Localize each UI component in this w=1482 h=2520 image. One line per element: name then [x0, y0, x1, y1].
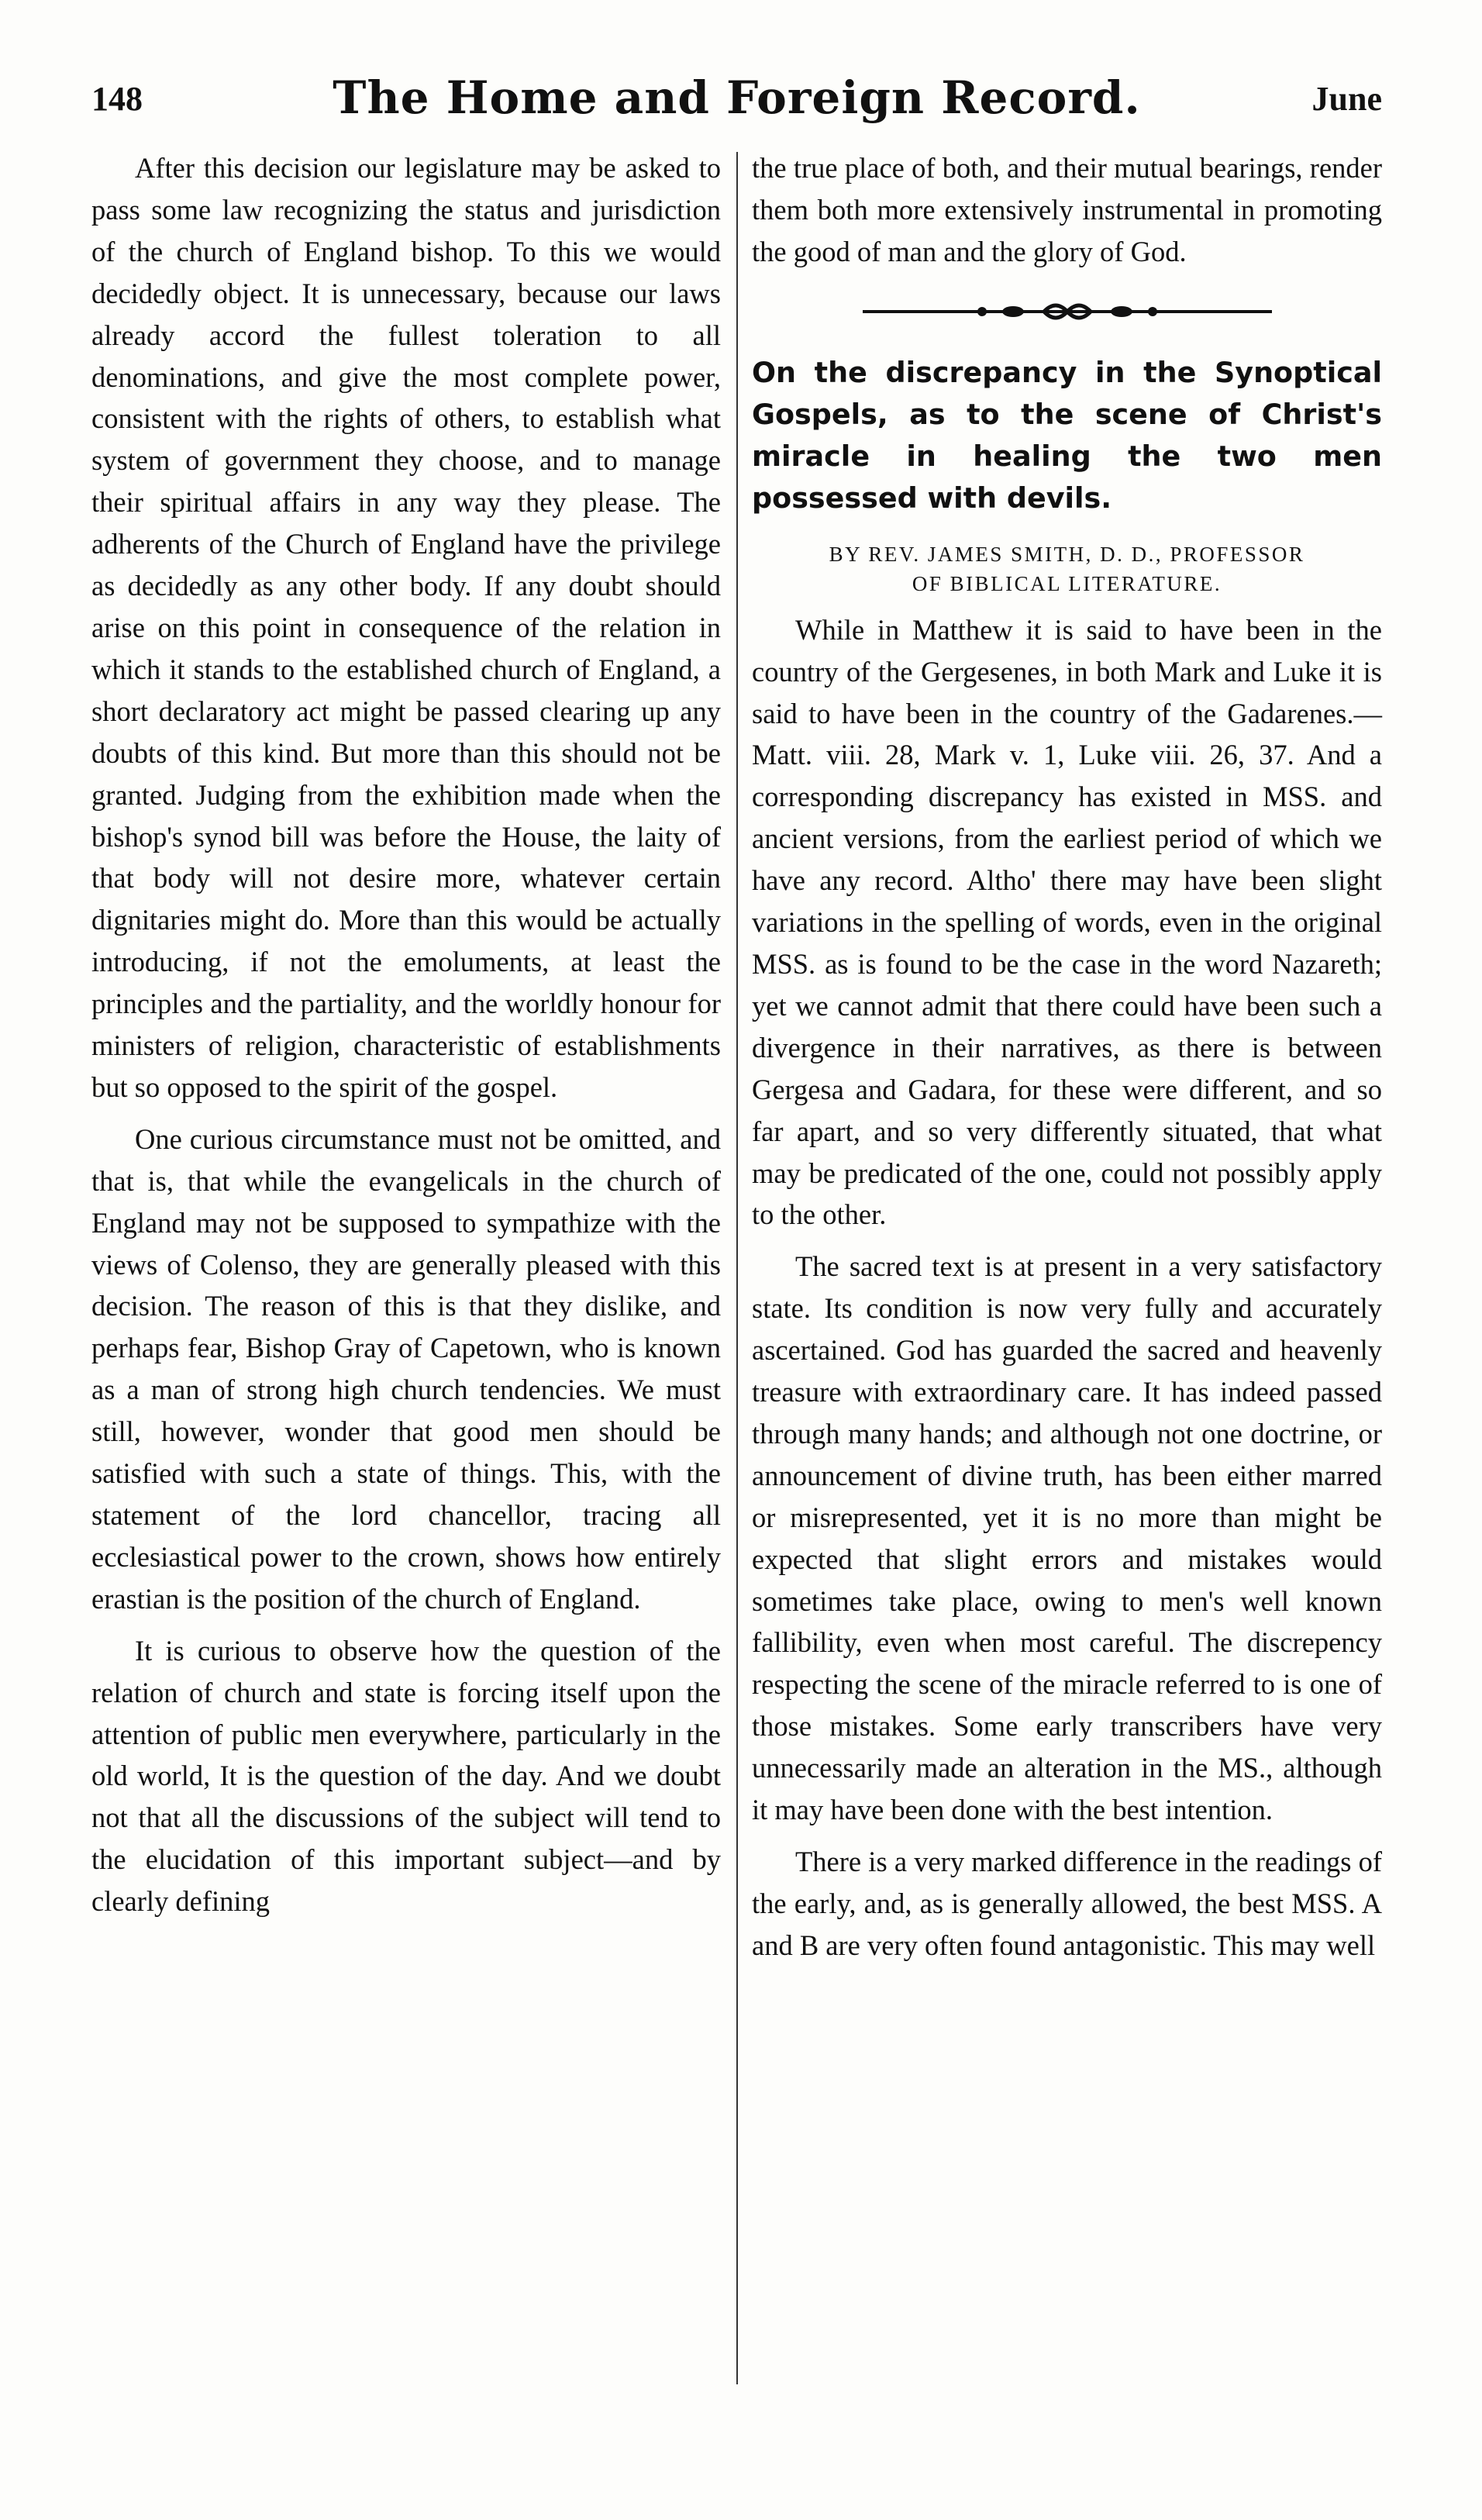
- left-column: [91, 147, 721, 1932]
- paragraph: The sacred text is at present in a very satisfactory state. Its condition is now very fully and accurately ascertained. God has guarded the sacred and heavenly treasure with extraordinary care. It has indeed passed through many hands; and although not one doctrine, or announcement of divine truth, has been either marred or misrepresented, yet it is no more than might be expected that slight errors and mistakes would sometimes take place, owing to men's well known fallibility, even when most careful. The discrepency respecting the scene of the miracle referred to is one of those mistakes. Some early transcribers have very unnecessarily made an alteration in the MS., although it may have been done with the best intention.: [752, 1250, 1382, 1826]
- paragraph: While in Matthew it is said to have been in the country of the Gergesenes, in both Mark and Luke it is said to have been in the country of the Gadarenes.—Matt. viii. 28, Mark v. 1, Luke viii. 26, 37. And a corresponding discrepancy has existed in MSS. and ancient versions, from the earliest period of which we have any record. Altho' there may have been slight variations in the spelling of words, even in the original MSS. as is found to be the case in the word Nazareth; yet we cannot admit that there could have been such a divergence in their narratives, as there is between Gergesa and Gadara, for these were different, and so far apart, and so very differently situated, that what may be predicated of the one, could not possibly apply to the other.: [752, 613, 1382, 1231]
- paragraph: It is curious to observe how the question of the relation of church and state is forcing itself upon the attention of public men everywhere, particularly in the old world, It is the question of the day. And we doubt not that all the discussions of the subject will tend to the elucidation of this important subject—and by clearly defining: [91, 1634, 721, 1918]
- continued-paragraph: the true place of both, and their mutual bearings, render them both more extensively instrumental in promoting the good of man and the glory of God.: [752, 152, 1382, 267]
- page-number: 148: [91, 80, 143, 118]
- ornamental-divider: [752, 296, 1382, 327]
- journal-title: The Home and Foreign Record.: [333, 71, 1141, 124]
- byline: [752, 540, 1382, 598]
- paragraph: One curious circumstance must not be omitted, and that is, that while the evangelicals in the church of England may not be supposed to sympathize with the views of Colenso, they are generally pleased with this decision. The reason of this is that they dislike, and perhaps fear, Bishop Gray of Capetown, who is known as a man of strong high church tendencies. We must still, however, wonder that good men should be satisfied with such a state of things. This, with the statement of the lord chancellor, tracing all ecclesiastical power to the crown, shows how entirely erastian is the position of the church of England.: [91, 1122, 721, 1615]
- page-header: [91, 71, 1382, 133]
- byline-author: BY REV. JAMES SMITH, D. D., PROFESSOR: [829, 542, 1305, 566]
- ornament-icon: [858, 296, 1277, 327]
- paragraph: There is a very marked difference in the readings of the early, and, as is generally allowed, the best MSS. A and B are very often found antagonistic. This may well: [752, 1846, 1382, 1961]
- paragraph: After this decision our legislature may be asked to pass some law recognizing the status and jurisdiction of the church of England bishop. To this we would decidedly object. It is unnecessary, because our laws already accord the fullest toleration to all denominations, and give the most complete power, consistent with the rights of others, to establish what system of government they choose, and to manage their spiritual affairs in any way they please. The adherents of the Church of England have the privilege as decidedly as any other body. If any doubt should arise on this point in consequence of the relation in which it stands to the established church of England, a short declaratory act might be passed clearing up any doubts of this kind. But more than this should not be granted. Judging from the exhibition made when the bishop's synod bill was before the House, the laity of that body will not desire more, whatever certain dignitaries might do. More than this would be actually introducing, if not the emoluments, at least the principles and the partiality, and the worldly honour for ministers of religion, characteristic of establishments but so opposed to the spirit of the gospel.: [91, 152, 721, 1103]
- issue-month: June: [1311, 80, 1382, 118]
- article-title: On the discrepancy in the Synoptical Gospels, as to the scene of Christ's miracle in healing the two men possessed with devils.: [752, 355, 1382, 515]
- byline-position: OF BIBLICAL LITERATURE.: [912, 571, 1222, 595]
- right-column: [752, 147, 1382, 1977]
- column-divider: [736, 152, 738, 2384]
